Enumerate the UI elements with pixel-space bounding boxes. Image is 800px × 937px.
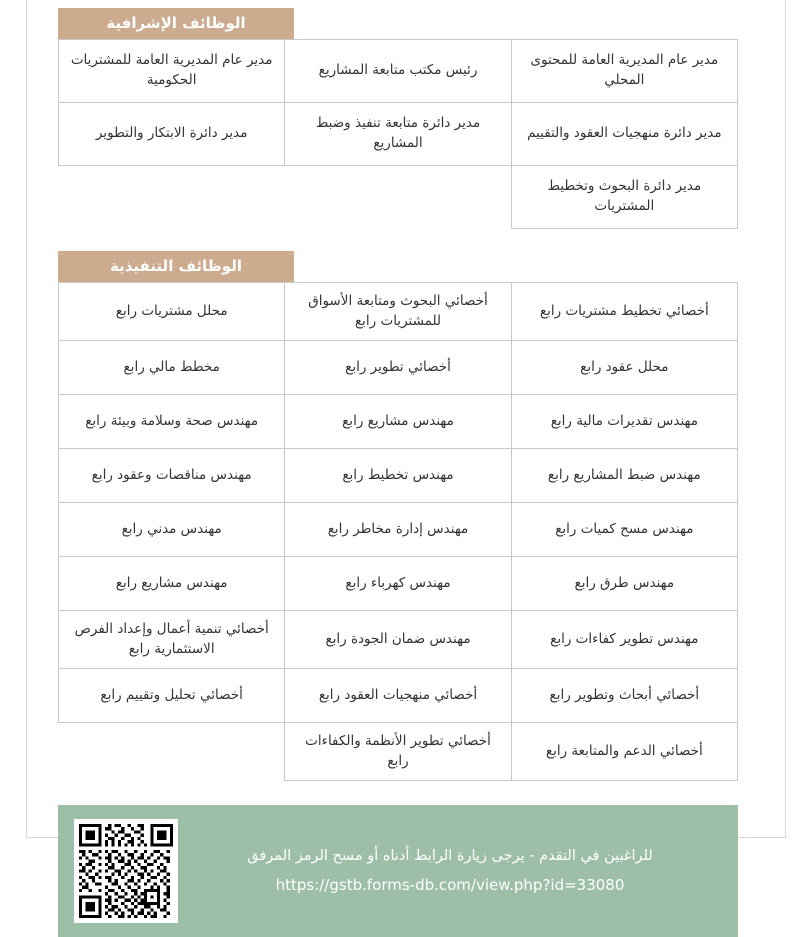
job-cell: مدير عام المديرية العامة للمشتريات الحكومية — [59, 40, 285, 103]
supervisory-section-header — [58, 8, 738, 39]
table-row — [59, 40, 738, 103]
job-cell: أخصائي تطوير الأنظمة والكفاءات رابع — [285, 723, 511, 781]
apply-link[interactable]: https://gstb.forms-db.com/view.php?id=33080 — [275, 876, 625, 895]
job-cell: مهندس مشاريع رابع — [59, 557, 285, 611]
job-cell: أخصائي تطوير رابع — [285, 341, 511, 395]
apply-text-block — [178, 848, 722, 894]
job-cell: محلل مشتريات رابع — [59, 283, 285, 341]
job-cell: مهندس كهرباء رابع — [285, 557, 511, 611]
job-cell: مهندس تقديرات مالية رابع — [511, 395, 737, 449]
job-cell-empty — [59, 166, 285, 229]
job-cell: أخصائي تحليل وتقييم رابع — [59, 669, 285, 723]
table-row — [59, 669, 738, 723]
job-cell: مهندس مسح كميات رابع — [511, 503, 737, 557]
apply-note: للراغبين في التقدم - يرجى زيارة الرابط أدناه أو مسح الرمز المرفق — [247, 848, 653, 865]
qr-code-icon[interactable] — [74, 819, 178, 923]
table-row — [59, 557, 738, 611]
job-cell: مهندس ضمان الجودة رابع — [285, 611, 511, 669]
job-cell: محلل عقود رابع — [511, 341, 737, 395]
job-cell: مهندس طرق رابع — [511, 557, 737, 611]
executive-jobs-table — [58, 282, 738, 781]
job-cell-empty — [59, 723, 285, 781]
job-cell: مهندس صحة وسلامة وبيئة رابع — [59, 395, 285, 449]
table-row — [59, 449, 738, 503]
table-row — [59, 503, 738, 557]
job-cell: مهندس مناقصات وعقود رابع — [59, 449, 285, 503]
apply-banner — [58, 805, 738, 937]
executive-section-header — [58, 251, 738, 282]
table-row — [59, 283, 738, 341]
job-cell: أخصائي الدعم والمتابعة رابع — [511, 723, 737, 781]
table-row — [59, 341, 738, 395]
job-cell: أخصائي منهجيات العقود رابع — [285, 669, 511, 723]
job-cell: مهندس إدارة مخاطر رابع — [285, 503, 511, 557]
job-cell: أخصائي تخطيط مشتريات رابع — [511, 283, 737, 341]
job-cell: مدير دائرة متابعة تنفيذ وضبط المشاريع — [285, 103, 511, 166]
job-cell: أخصائي تنمية أعمال وإعداد الفرص الاستثمارية رابع — [59, 611, 285, 669]
job-cell: أخصائي البحوث ومتابعة الأسواق للمشتريات رابع — [285, 283, 511, 341]
job-cell: مهندس مشاريع رابع — [285, 395, 511, 449]
table-row — [59, 611, 738, 669]
job-cell: رئيس مكتب متابعة المشاريع — [285, 40, 511, 103]
supervisory-jobs-table — [58, 39, 738, 229]
job-cell: مهندس تطوير كفاءات رابع — [511, 611, 737, 669]
job-cell: مدير دائرة البحوث وتخطيط المشتريات — [511, 166, 737, 229]
job-cell: مهندس مدني رابع — [59, 503, 285, 557]
table-row — [59, 723, 738, 781]
job-cell-empty — [285, 166, 511, 229]
job-cell: أخصائي أبحاث وتطوير رابع — [511, 669, 737, 723]
job-cell: مهندس ضبط المشاريع رابع — [511, 449, 737, 503]
executive-title: الوظائف التنفيذية — [58, 251, 294, 282]
table-row — [59, 395, 738, 449]
job-cell: مدير عام المديرية العامة للمحتوى المحلي — [511, 40, 737, 103]
table-row — [59, 103, 738, 166]
supervisory-title: الوظائف الإشرافية — [58, 8, 294, 39]
job-cell: مهندس تخطيط رابع — [285, 449, 511, 503]
job-cell: مدير دائرة الابتكار والتطوير — [59, 103, 285, 166]
job-cell: مخطط مالي رابع — [59, 341, 285, 395]
job-cell: مدير دائرة منهجيات العقود والتقييم — [511, 103, 737, 166]
table-row — [59, 166, 738, 229]
